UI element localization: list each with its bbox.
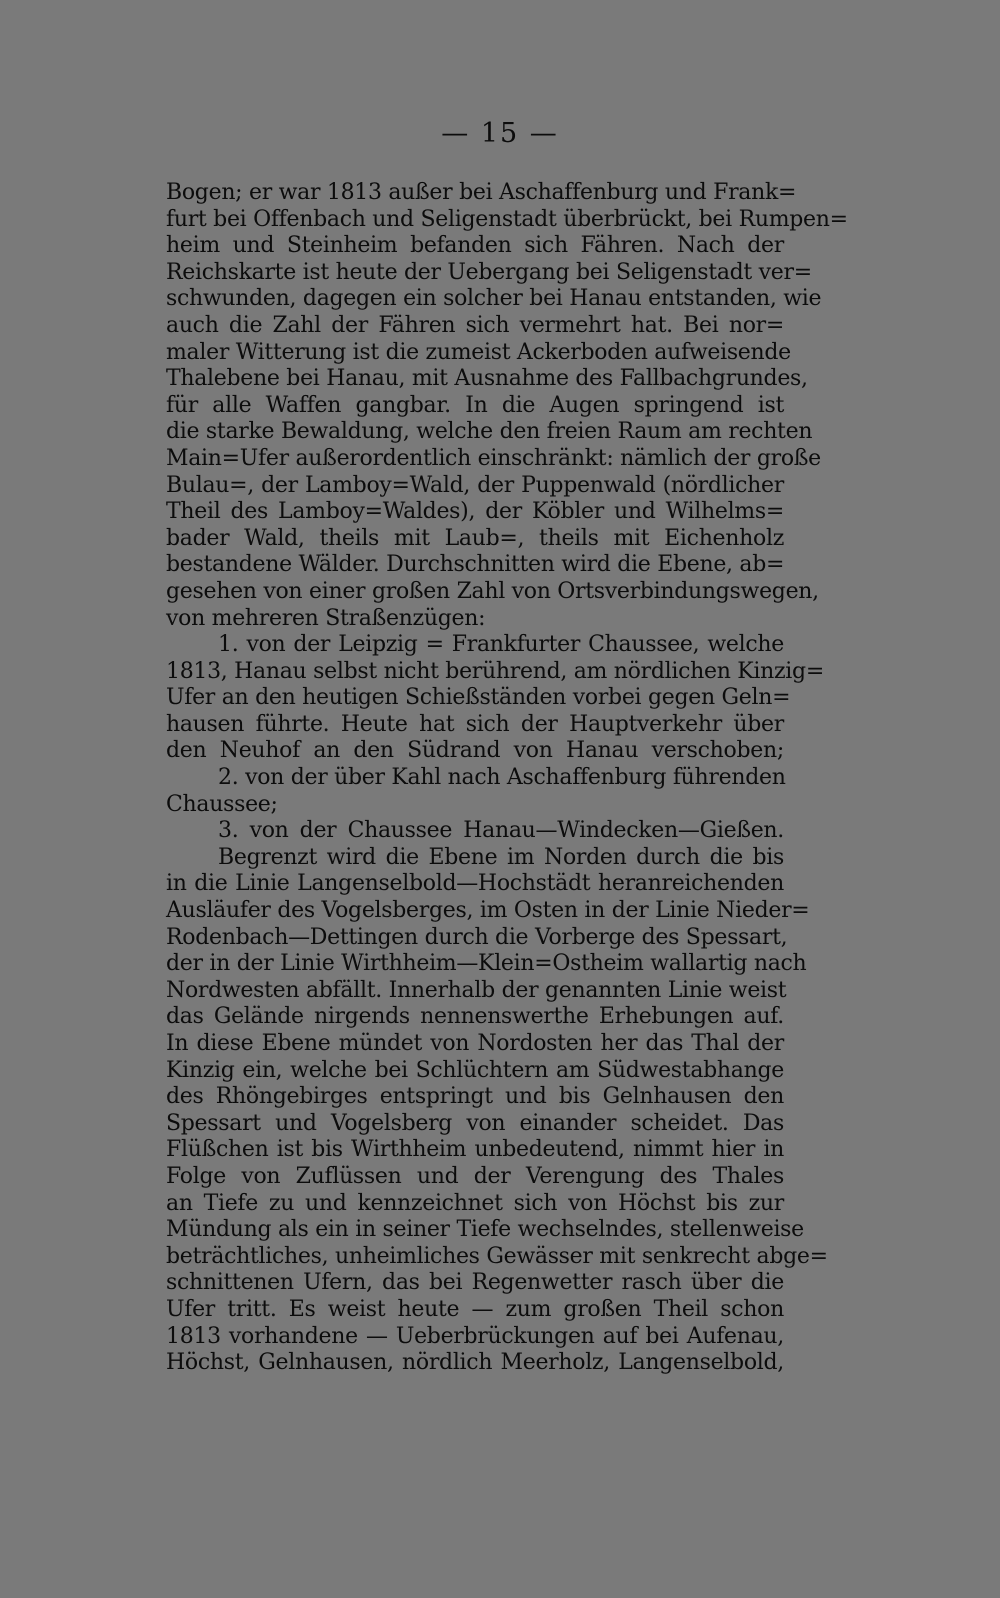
text-line: von mehreren Straßenzügen: bbox=[166, 605, 486, 631]
text-line: beträchtliches, unheimliches Gewässer mit senkrecht abge= bbox=[166, 1243, 828, 1269]
text-line: Ausläufer des Vogelsberges, im Osten in der Linie Nieder= bbox=[166, 898, 810, 924]
text-line: den Neuhof an den Südrand von Hanau verschoben; bbox=[166, 738, 784, 764]
text-line: 1813 vorhandene — Ueberbrückungen auf bei Aufenau, bbox=[166, 1323, 784, 1349]
text-line: Kinzig ein, welche bei Schlüchtern am Südwestabhange bbox=[166, 1057, 784, 1083]
text-line: Chaussee; bbox=[166, 791, 278, 817]
text-line: heim und Steinheim befanden sich Fähren. Nach der bbox=[166, 233, 784, 259]
text-line: Begrenzt wird die Ebene im Norden durch die bis bbox=[218, 844, 784, 870]
text-line: hausen führte. Heute hat sich der Hauptverkehr über bbox=[166, 711, 784, 737]
page-number: — 15 — bbox=[441, 118, 559, 149]
text-line: Rodenbach—Dettingen durch die Vorberge des Spessart, bbox=[166, 924, 788, 950]
text-line: Main=Ufer außerordentlich einschränkt: nämlich der große bbox=[166, 445, 821, 471]
text-line: schnittenen Ufern, das bei Regenwetter rasch über die bbox=[166, 1270, 784, 1296]
text-line: Reichskarte ist heute der Uebergang bei Seligenstadt ver= bbox=[166, 259, 812, 285]
text-line: Folge von Zuflüssen und der Verengung des Thales bbox=[166, 1163, 784, 1189]
text-line: Flüßchen ist bis Wirthheim unbedeutend, nimmt hier in bbox=[166, 1137, 784, 1163]
text-line: Thalebene bei Hanau, mit Ausnahme des Fallbachgrundes, bbox=[166, 366, 808, 392]
text-line: für alle Waffen gangbar. In die Augen springend ist bbox=[166, 392, 784, 418]
text-line: 1. von der Leipzig = Frankfurter Chaussee, welche bbox=[218, 632, 784, 658]
text-line: Bulau=, der Lamboy=Wald, der Puppenwald (nördlicher bbox=[166, 472, 784, 498]
text-line: das Gelände nirgends nennenswerthe Erhebungen auf. bbox=[166, 1004, 784, 1030]
text-line: furt bei Offenbach und Seligenstadt überbrückt, bei Rumpen= bbox=[166, 206, 848, 232]
text-line: an Tiefe zu und kennzeichnet sich von Höchst bis zur bbox=[166, 1190, 784, 1216]
text-line: Theil des Lamboy=Waldes), der Köbler und Wilhelms= bbox=[166, 499, 784, 525]
text-line: maler Witterung ist die zumeist Ackerboden aufweisende bbox=[166, 339, 791, 365]
text-line: schwunden, dagegen ein solcher bei Hanau entstanden, wie bbox=[166, 286, 822, 312]
body-text bbox=[166, 180, 848, 1377]
text-line: bader Wald, theils mit Laub=, theils mit Eichenholz bbox=[166, 525, 784, 551]
text-line: in die Linie Langenselbold—Hochstädt heranreichenden bbox=[166, 871, 784, 897]
text-line: des Rhöngebirges entspringt und bis Gelnhausen den bbox=[166, 1084, 784, 1110]
text-line: Mündung als ein in seiner Tiefe wechselndes, stellenweise bbox=[166, 1217, 804, 1243]
text-line: gesehen von einer großen Zahl von Ortsverbindungswegen, bbox=[166, 578, 819, 604]
text-line: Bogen; er war 1813 außer bei Aschaffenburg und Frank= bbox=[166, 180, 797, 205]
text-line: 2. von der über Kahl nach Aschaffenburg führenden bbox=[218, 765, 786, 791]
text-line: bestandene Wälder. Durchschnitten wird die Ebene, ab= bbox=[166, 552, 785, 578]
text-line: Ufer tritt. Es weist heute — zum großen Theil schon bbox=[166, 1296, 784, 1322]
text-line: Höchst, Gelnhausen, nördlich Meerholz, Langenselbold, bbox=[166, 1350, 784, 1376]
text-line: In diese Ebene mündet von Nordosten her das Thal der bbox=[166, 1031, 784, 1056]
text-line: Ufer an den heutigen Schießständen vorbei gegen Geln= bbox=[166, 685, 791, 711]
text-line: der in der Linie Wirthheim—Klein=Ostheim wallartig nach bbox=[166, 951, 807, 977]
text-line: Spessart und Vogelsberg von einander scheidet. Das bbox=[166, 1110, 784, 1136]
text-line: auch die Zahl der Fähren sich vermehrt hat. Bei nor= bbox=[166, 312, 784, 338]
text-line: 1813, Hanau selbst nicht berührend, am nördlichen Kinzig= bbox=[166, 658, 824, 684]
text-line: Nordwesten abfällt. Innerhalb der genannten Linie weist bbox=[166, 977, 787, 1003]
text-line: die starke Bewaldung, welche den freien Raum am rechten bbox=[166, 419, 813, 445]
text-line: 3. von der Chaussee Hanau—Windecken—Gießen. bbox=[218, 818, 784, 844]
